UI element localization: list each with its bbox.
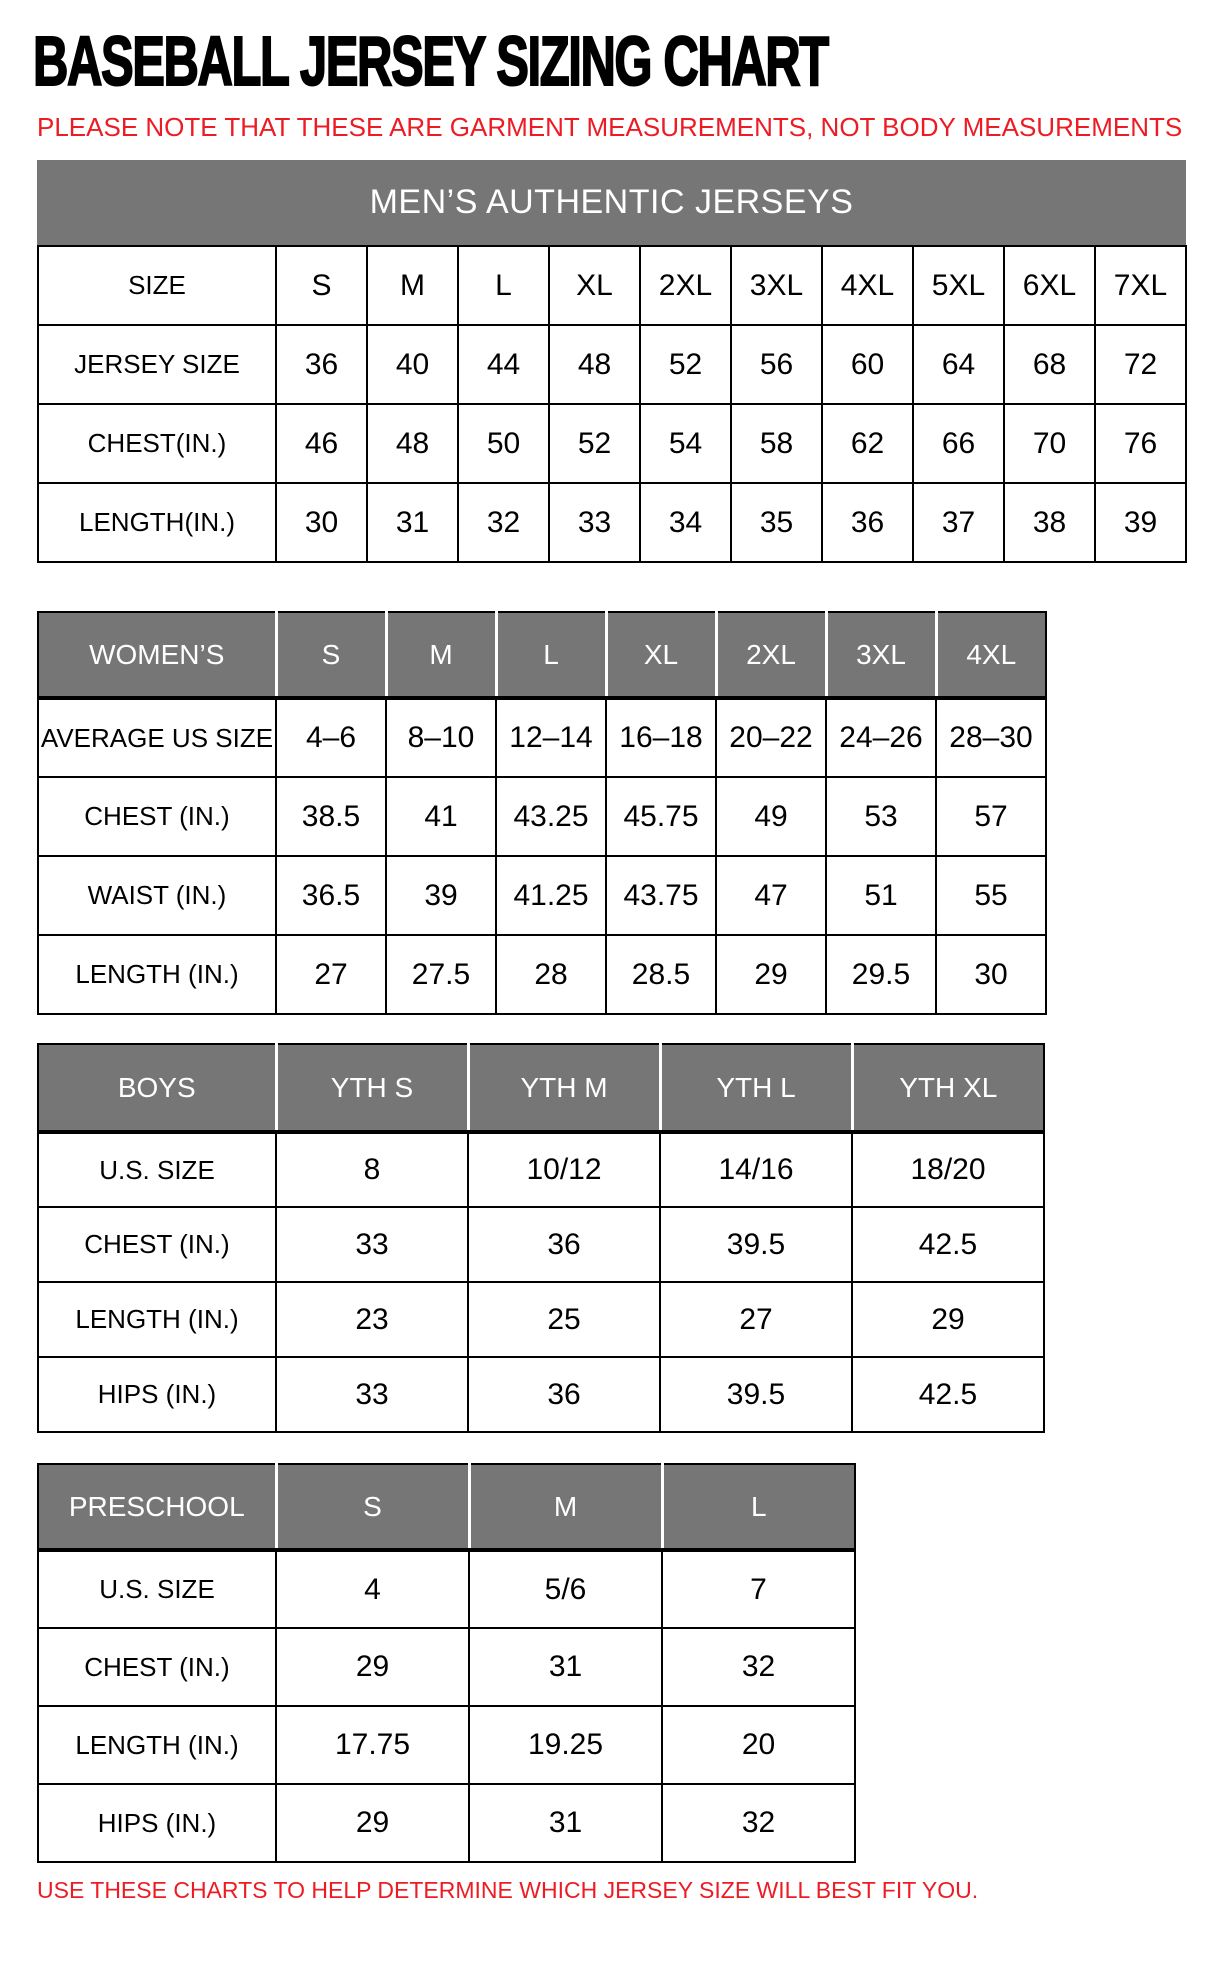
boys-cell: 36 (468, 1207, 660, 1282)
womens-row-label: AVERAGE US SIZE (38, 698, 276, 777)
mens-cell: 70 (1004, 404, 1095, 483)
womens-cell: 38.5 (276, 777, 386, 856)
womens-cell: 20–22 (716, 698, 826, 777)
womens-cell: 41 (386, 777, 496, 856)
mens-size-header-row (38, 246, 1186, 325)
womens-cell: 49 (716, 777, 826, 856)
womens-cell: 27 (276, 935, 386, 1014)
boys-row-label: LENGTH (IN.) (38, 1282, 276, 1357)
mens-cell: 72 (1095, 325, 1186, 404)
mens-cell: 56 (731, 325, 822, 404)
mens-size-col: 5XL (913, 246, 1004, 325)
mens-size-col: L (458, 246, 549, 325)
preschool-header-row (38, 1464, 855, 1550)
preschool-row-label: LENGTH (IN.) (38, 1706, 276, 1784)
preschool-row-label: HIPS (IN.) (38, 1784, 276, 1862)
womens-row-label: CHEST (IN.) (38, 777, 276, 856)
womens-header-row (38, 612, 1046, 698)
womens-cell: 4–6 (276, 698, 386, 777)
garment-measurement-note: PLEASE NOTE THAT THESE ARE GARMENT MEASUREMENTS, NOT BODY MEASUREMENTS (37, 112, 1183, 143)
womens-cell: 28 (496, 935, 606, 1014)
boys-cell: 10/12 (468, 1132, 660, 1207)
womens-size-col: XL (606, 612, 716, 698)
womens-cell: 12–14 (496, 698, 606, 777)
boys-size-col: YTH S (276, 1044, 468, 1132)
mens-cell: 62 (822, 404, 913, 483)
womens-cell: 29.5 (826, 935, 936, 1014)
mens-cell: 37 (913, 483, 1004, 562)
mens-cell: 40 (367, 325, 458, 404)
boys-cell: 29 (852, 1282, 1044, 1357)
preschool-cell: 20 (662, 1706, 855, 1784)
mens-cell: 52 (549, 404, 640, 483)
boys-cell: 33 (276, 1207, 468, 1282)
boys-cell: 39.5 (660, 1357, 852, 1432)
womens-cell: 27.5 (386, 935, 496, 1014)
womens-cell: 29 (716, 935, 826, 1014)
preschool-us-size-row (38, 1550, 855, 1628)
preschool-size-col: M (469, 1464, 662, 1550)
boys-row-label: CHEST (IN.) (38, 1207, 276, 1282)
mens-cell: 68 (1004, 325, 1095, 404)
mens-cell: 64 (913, 325, 1004, 404)
mens-cell: 46 (276, 404, 367, 483)
boys-size-col: YTH XL (852, 1044, 1044, 1132)
womens-cell: 53 (826, 777, 936, 856)
womens-cell: 45.75 (606, 777, 716, 856)
mens-row-label: SIZE (38, 246, 276, 325)
preschool-cell: 29 (276, 1628, 469, 1706)
preschool-row-label: U.S. SIZE (38, 1550, 276, 1628)
mens-cell: 36 (276, 325, 367, 404)
mens-jersey-size-row (38, 325, 1186, 404)
womens-cell: 57 (936, 777, 1046, 856)
mens-size-col: 7XL (1095, 246, 1186, 325)
mens-cell: 36 (822, 483, 913, 562)
womens-cell: 28.5 (606, 935, 716, 1014)
boys-cell: 27 (660, 1282, 852, 1357)
womens-size-col: 3XL (826, 612, 936, 698)
mens-cell: 32 (458, 483, 549, 562)
boys-hips-row (38, 1357, 1044, 1432)
womens-cell: 8–10 (386, 698, 496, 777)
page-title: BASEBALL JERSEY SIZING CHART (33, 22, 828, 100)
mens-cell: 39 (1095, 483, 1186, 562)
mens-cell: 66 (913, 404, 1004, 483)
mens-size-col: 2XL (640, 246, 731, 325)
boys-cell: 18/20 (852, 1132, 1044, 1207)
mens-row-label: CHEST(IN.) (38, 404, 276, 483)
womens-length-row (38, 935, 1046, 1014)
boys-cell: 42.5 (852, 1357, 1044, 1432)
mens-size-col: 4XL (822, 246, 913, 325)
mens-size-col: S (276, 246, 367, 325)
mens-size-col: 3XL (731, 246, 822, 325)
mens-cell: 48 (549, 325, 640, 404)
mens-cell: 31 (367, 483, 458, 562)
mens-cell: 34 (640, 483, 731, 562)
boys-size-col: YTH M (468, 1044, 660, 1132)
boys-cell: 14/16 (660, 1132, 852, 1207)
preschool-sizing-table (37, 1463, 856, 1863)
womens-cell: 30 (936, 935, 1046, 1014)
mens-cell: 48 (367, 404, 458, 483)
womens-cell: 36.5 (276, 856, 386, 935)
womens-row-label: LENGTH (IN.) (38, 935, 276, 1014)
womens-us-size-row (38, 698, 1046, 777)
womens-cell: 28–30 (936, 698, 1046, 777)
boys-cell: 36 (468, 1357, 660, 1432)
womens-cell: 43.75 (606, 856, 716, 935)
womens-cell: 51 (826, 856, 936, 935)
boys-cell: 25 (468, 1282, 660, 1357)
boys-cell: 8 (276, 1132, 468, 1207)
womens-cell: 24–26 (826, 698, 936, 777)
preschool-cell: 32 (662, 1628, 855, 1706)
boys-header-row (38, 1044, 1044, 1132)
fit-advice-note: USE THESE CHARTS TO HELP DETERMINE WHICH JERSEY SIZE WILL BEST FIT YOU. (37, 1877, 979, 1904)
preschool-length-row (38, 1706, 855, 1784)
preschool-cell: 29 (276, 1784, 469, 1862)
womens-sizing-table (37, 611, 1047, 1015)
womens-cell: 55 (936, 856, 1046, 935)
mens-size-col: 6XL (1004, 246, 1095, 325)
preschool-cell: 19.25 (469, 1706, 662, 1784)
mens-cell: 38 (1004, 483, 1095, 562)
boys-cell: 23 (276, 1282, 468, 1357)
mens-row-label: JERSEY SIZE (38, 325, 276, 404)
boys-header-label: BOYS (38, 1044, 276, 1132)
preschool-cell: 7 (662, 1550, 855, 1628)
womens-size-col: 2XL (716, 612, 826, 698)
womens-chest-row (38, 777, 1046, 856)
preschool-cell: 17.75 (276, 1706, 469, 1784)
mens-row-label: LENGTH(IN.) (38, 483, 276, 562)
boys-cell: 42.5 (852, 1207, 1044, 1282)
boys-size-col: YTH L (660, 1044, 852, 1132)
boys-cell: 39.5 (660, 1207, 852, 1282)
womens-size-col: L (496, 612, 606, 698)
boys-row-label: U.S. SIZE (38, 1132, 276, 1207)
mens-cell: 58 (731, 404, 822, 483)
mens-size-col: M (367, 246, 458, 325)
mens-chest-row (38, 404, 1186, 483)
mens-table-banner: MEN’S AUTHENTIC JERSEYS (37, 160, 1186, 245)
preschool-cell: 31 (469, 1628, 662, 1706)
womens-cell: 43.25 (496, 777, 606, 856)
mens-size-col: XL (549, 246, 640, 325)
womens-cell: 47 (716, 856, 826, 935)
mens-cell: 60 (822, 325, 913, 404)
womens-cell: 39 (386, 856, 496, 935)
mens-cell: 35 (731, 483, 822, 562)
boys-chest-row (38, 1207, 1044, 1282)
preschool-cell: 32 (662, 1784, 855, 1862)
womens-size-col: S (276, 612, 386, 698)
mens-cell: 44 (458, 325, 549, 404)
womens-size-col: M (386, 612, 496, 698)
mens-cell: 30 (276, 483, 367, 562)
womens-waist-row (38, 856, 1046, 935)
womens-cell: 16–18 (606, 698, 716, 777)
preschool-header-label: PRESCHOOL (38, 1464, 276, 1550)
mens-length-row (38, 483, 1186, 562)
preschool-size-col: L (662, 1464, 855, 1550)
mens-cell: 50 (458, 404, 549, 483)
preschool-chest-row (38, 1628, 855, 1706)
womens-size-col: 4XL (936, 612, 1046, 698)
preschool-row-label: CHEST (IN.) (38, 1628, 276, 1706)
preschool-cell: 4 (276, 1550, 469, 1628)
preschool-cell: 31 (469, 1784, 662, 1862)
preschool-cell: 5/6 (469, 1550, 662, 1628)
boys-row-label: HIPS (IN.) (38, 1357, 276, 1432)
boys-length-row (38, 1282, 1044, 1357)
boys-sizing-table (37, 1043, 1045, 1433)
mens-sizing-table (37, 245, 1187, 563)
mens-cell: 76 (1095, 404, 1186, 483)
mens-cell: 33 (549, 483, 640, 562)
mens-cell: 52 (640, 325, 731, 404)
preschool-size-col: S (276, 1464, 469, 1550)
preschool-hips-row (38, 1784, 855, 1862)
womens-cell: 41.25 (496, 856, 606, 935)
womens-row-label: WAIST (IN.) (38, 856, 276, 935)
mens-cell: 54 (640, 404, 731, 483)
womens-header-label: WOMEN’S (38, 612, 276, 698)
boys-cell: 33 (276, 1357, 468, 1432)
boys-us-size-row (38, 1132, 1044, 1207)
